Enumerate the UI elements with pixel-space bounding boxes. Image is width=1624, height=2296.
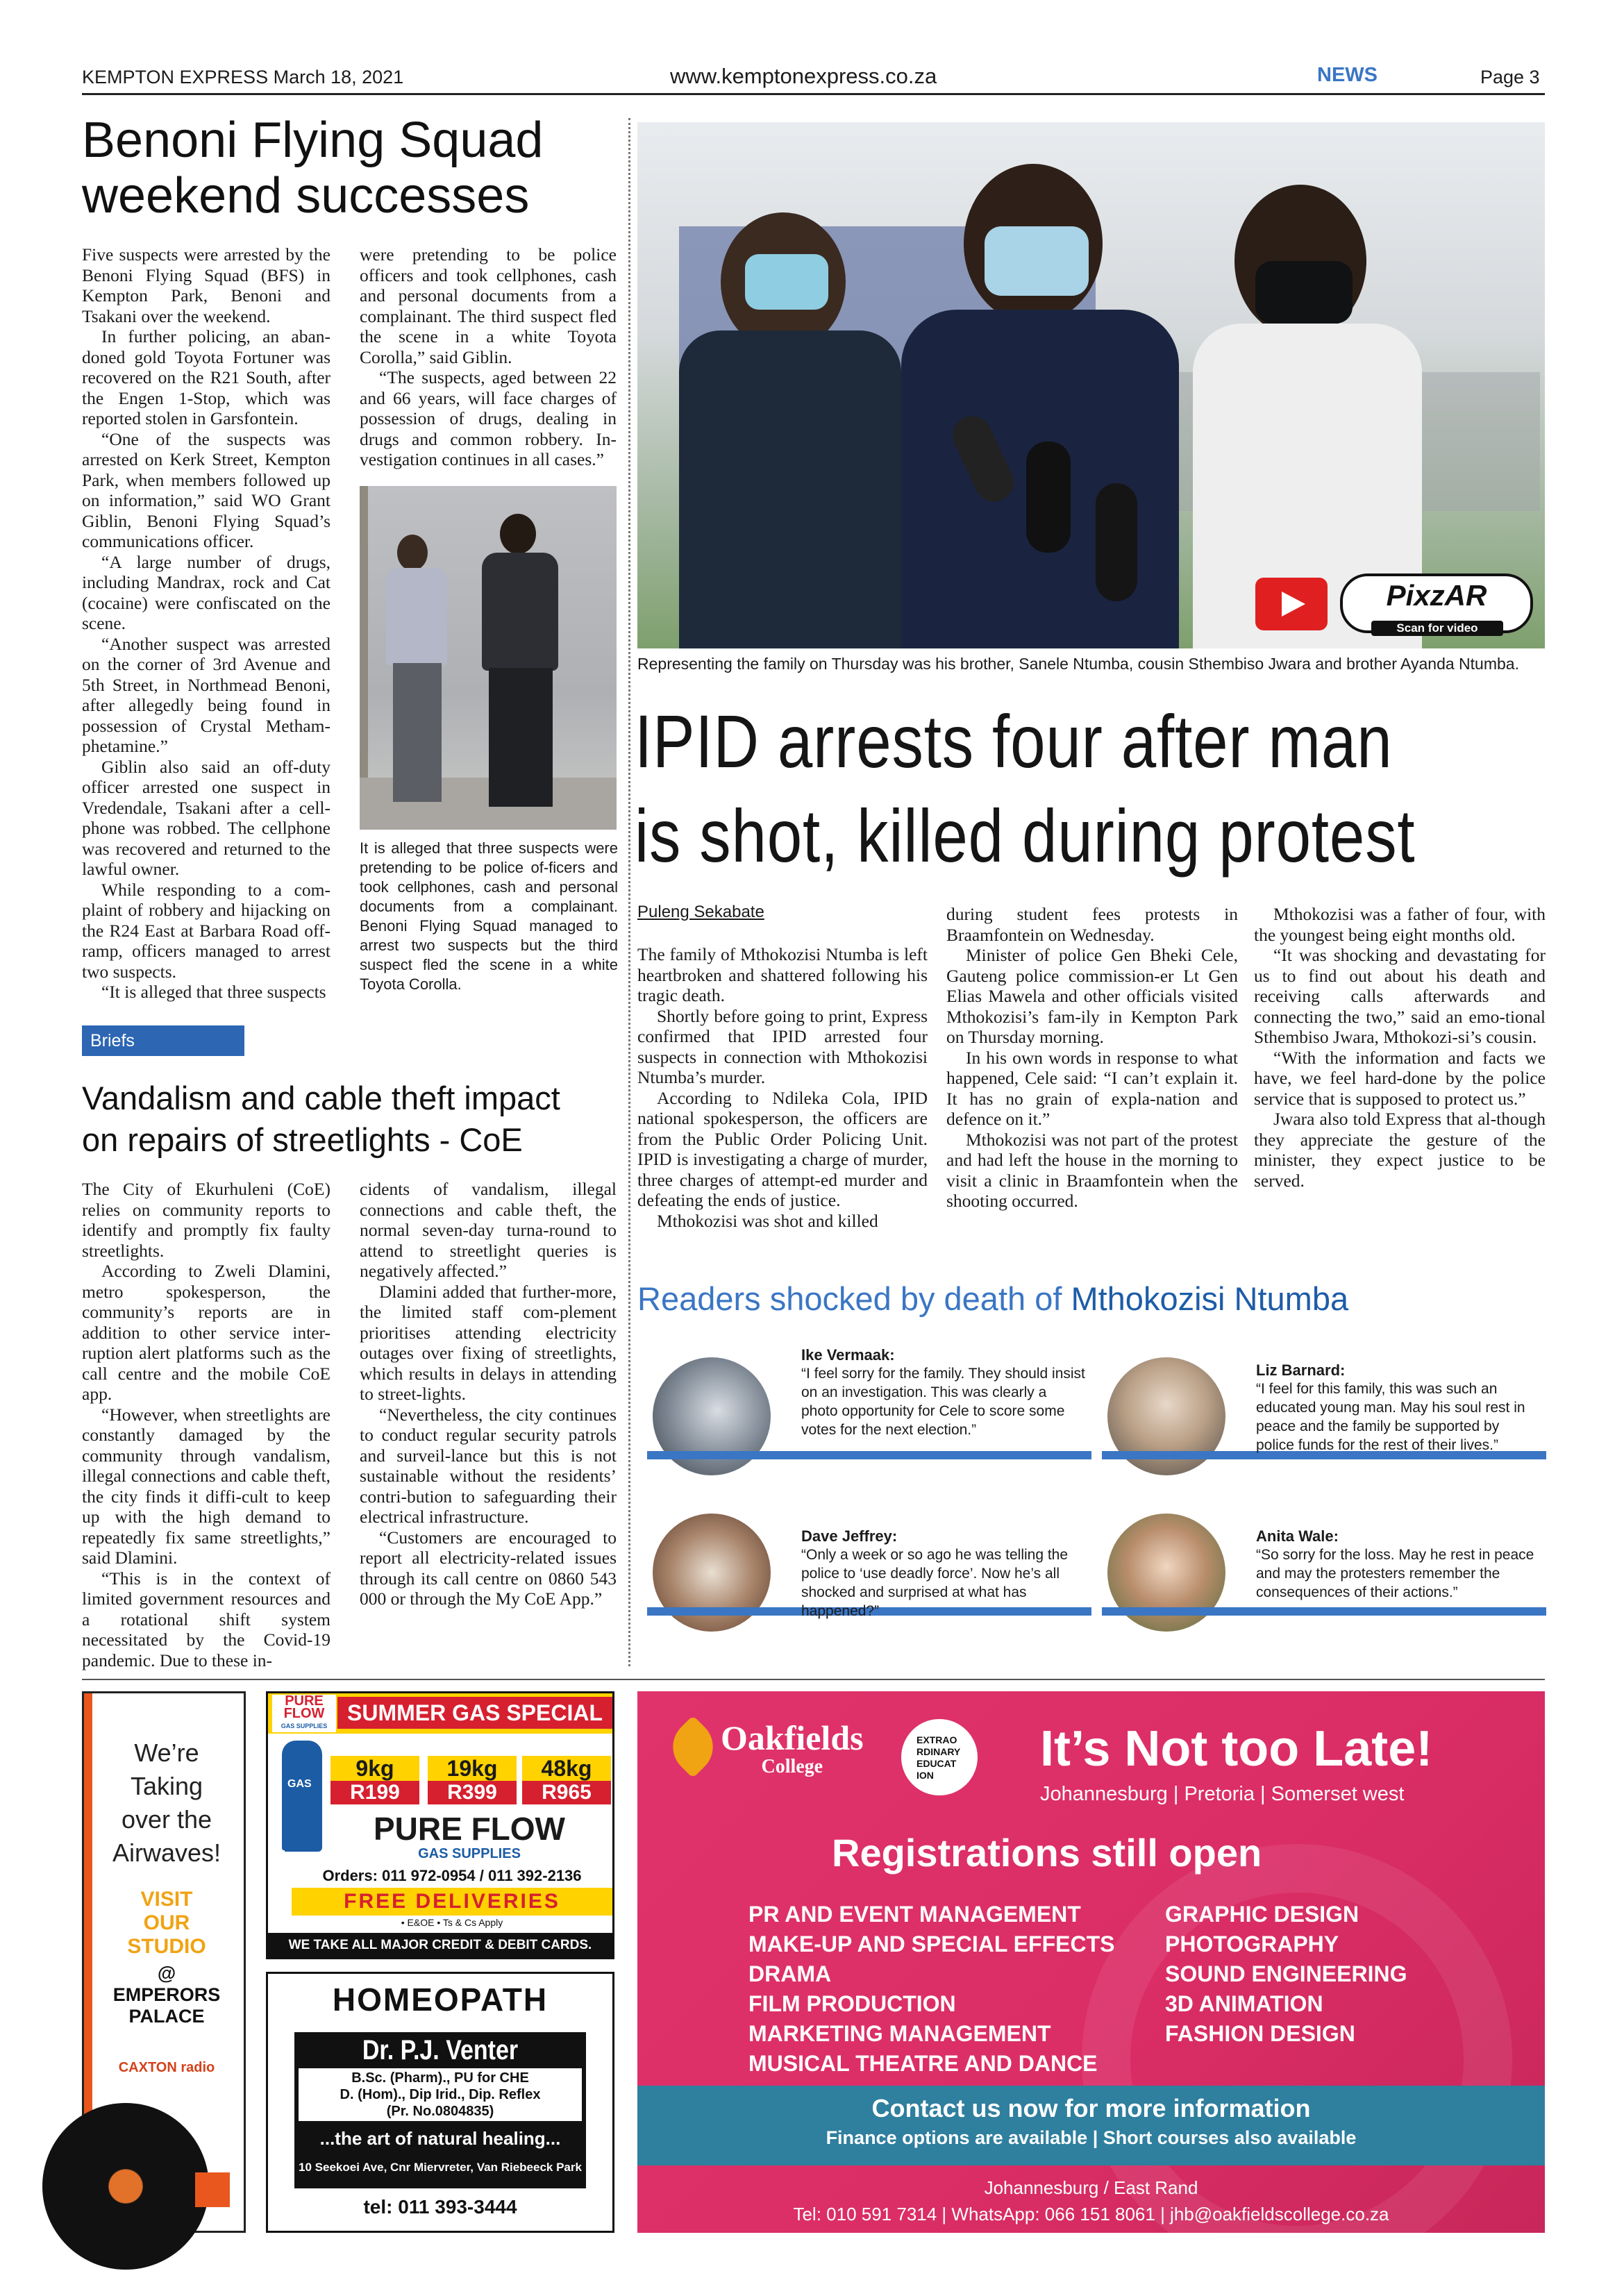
courses-left: PR AND EVENT MANAGEMENT MAKE-UP AND SPECIAL EFFECTS DRAMA FILM PRODUCTION MARKETING MANAGEMENT MUSICAL THEATRE AND DANCE (748, 1902, 1115, 2076)
gas-orders: Orders: 011 972-0954 / 011 392-2136 (322, 1867, 582, 1884)
briefs-column-1: The City of Ekurhuleni (CoE) relies on community reports to identify and promptly fix faulty streetlights. According to Zweli Dlamini, metro spokesperson, the community’s reports are in addition to other service inter-ruption alert platforms such as the call centre and the mobile CoE app. “However, when streetlights are constantly damaged by the community through vandalism, illegal connections and cable theft, the city finds it diffi-cult to keep up with the high demand to repeatedly fix same streetlights,” said Dlamini. “This is in the context of limited government resources and a rotational shift system necessitated by the Covid-19 pandemic. Due to these in- (82, 1179, 330, 1670)
ipid-column-2: during student fees protests in Braamfontein on Wednesday. Minister of police Gen Bheki Cele, Gauteng police commission-er Lt Gen Elias Mawela and other officials visited Mthokozisi’s fam-ily in Kempton Park on Thursday morning. In his own words in response to what happened, Cele said: “I can’t explain it. It has no grain of expla-nation and defence on it.” Mthokozisi was not part of the protest and had left the house in the morning to visit a clinic in Braamfontein when the shooting occurred. (946, 904, 1238, 1211)
oakfields-contact-banner: Contact us now for more information Finance options are available | Short courses also available (637, 2086, 1545, 2165)
benoni-headline: Benoni Flying Squad weekend successes (82, 112, 544, 224)
pure-flow-logo: PURE FLOW GAS SUPPLIES (272, 1695, 336, 1732)
gas-free-deliveries: FREE DELIVERIES (292, 1888, 612, 1916)
pixzar-badge[interactable]: PixzAR (1340, 573, 1533, 633)
column-divider (628, 118, 630, 1666)
play-icon (1282, 592, 1305, 617)
ipid-byline: Puleng Sekabate (637, 903, 764, 921)
gas-cards: WE TAKE ALL MAJOR CREDIT & DEBIT CARDS. (268, 1933, 612, 1957)
oakfields-region: Johannesburg / East Rand (984, 2177, 1198, 2198)
reader-quote-card: Dave Jeffrey: “Only a week or so ago he was telling the police to ‘use deadly force’. Now he’s all shocked and surprised at what has happened?” (647, 1510, 1091, 1649)
readers-heading: Readers shocked by death of Mthokozisi Ntumba (637, 1280, 1349, 1317)
reader-quote-card: Anita Wale: “So sorry for the loss. May he rest in peace and may the protesters remember the consequences of their actions.” (1102, 1510, 1546, 1649)
gas-brand-name: PURE FLOW (374, 1811, 565, 1847)
oakfields-ad[interactable] (637, 1691, 1545, 2233)
vinyl-record-icon (42, 2103, 209, 2270)
oakfields-locations: Johannesburg | Pretoria | Somerset west (1040, 1783, 1405, 1805)
oakfields-details[interactable]: Tel: 010 591 7314 | WhatsApp: 066 151 8061 | jhb@oakfieldscollege.co.za (793, 2204, 1389, 2224)
courses-right: GRAPHIC DESIGN PHOTOGRAPHY SOUND ENGINEERING 3D ANIMATION FASHION DESIGN (1165, 1902, 1407, 2046)
masthead-url[interactable]: www.kemptonexpress.co.za (670, 64, 937, 88)
pixzar-scan-label: Scan for video (1371, 621, 1503, 636)
family-photo-caption: Representing the family on Thursday was his brother, Sanele Ntumba, cousin Sthembiso Jwara and brother Ayanda Ntumba. (637, 655, 1519, 673)
section-label: NEWS (1317, 64, 1378, 86)
gas-cylinder-icon: GAS (282, 1741, 322, 1852)
homeopath-panel: Dr. P.J. Venter B.Sc. (Pharm)., PU for CHE D. (Hom)., Dip Irid., Dip. Reflex (Pr. No.0804835) ...the art of natural healing... 10 Seekoei Ave, Cnr Miervreter, Van Riebeeck Park (294, 2032, 586, 2188)
suspects-caption: It is alleged that three suspects were pretending to be police of-ficers and took cellphones, cash and personal documents from a complainant. Benoni Flying Squad managed to arrest two suspects but the third suspect fled the scene in a white Toyota Corolla. (360, 839, 618, 993)
pixzar-play-button[interactable] (1255, 578, 1328, 630)
benoni-column-2: were pretending to be police officers and took cellphones, cash and personal documents from a complainant. The third suspect fled the scene in a white Toyota Corolla,” said Giblin. “The suspects, aged between 22 and 66 years, will face charges of possession of drugs, dealing in drugs and common robbery. In-vestigation continues in all cases.” (360, 244, 617, 469)
radio-ad[interactable] (82, 1691, 246, 2233)
gas-terms: • E&OE • Ts & Cs Apply (401, 1917, 503, 1928)
extraordinary-badge: EXTRAO RDINARY EDUCAT ION (901, 1719, 978, 1795)
homeopath-ad[interactable] (266, 1972, 614, 2233)
oakfields-title: It’s Not too Late! (1040, 1721, 1433, 1777)
radio-ad-venue: @ EMPERORS PALACE (112, 1963, 221, 2027)
oak-leaf-icon (662, 1716, 725, 1779)
briefs-tag: Briefs (82, 1025, 244, 1056)
suspects-photo (360, 486, 617, 830)
reader-quote-card: Ike Vermaak: “I feel sorry for the family. They should insist on an investigation. This was clearly a photo opportunity for Cele to score some votes for the next election.” (647, 1354, 1091, 1493)
gas-ad-title: SUMMER GAS SPECIAL (337, 1697, 612, 1729)
gas-price-9kg: 9kg R199 (330, 1756, 419, 1804)
ipid-column-3: Mthokozisi was a father of four, with the youngest being eight months old. “It was shocking and devastating for us to find out about his death and receiving calls afterwards and connecting the two,” said an emo-tional Sthembiso Jwara, Mthokozi-si’s cousin. “With the information and facts we have, we feel hard-done by the police service that is supposed to protect us.” Jwara also told Express that al-though they appreciate the gesture of the minister, they expect justice to be served. (1254, 904, 1546, 1191)
gas-price-19kg: 19kg R399 (428, 1756, 517, 1804)
briefs-column-2: cidents of vandalism, illegal connections and cable theft, the normal seven-day turna-round to attend to streetlight queries is negatively affected.” Dlamini added that further-more, the limited staff com-plement prioritises attending electricity outages over fixing of streetlights, which results in delays in attending to street-lights. “Nevertheless, the city continues to conduct regular security patrols and surveil-lance but this is not sustainable without the residents’ contri-bution to safeguarding their electrical infrastructure. “Customers are encouraged to report all electricity-related issues through its call centre on 0860 543 000 or through the My CoE App.” (360, 1179, 617, 1609)
ipid-headline: IPID arrests four after man is shot, killed during protest (635, 699, 1416, 878)
reader-quote-card: Liz Barnard: “I feel for this family, this was such an educated young man. May his soul rest in peace and the family be supported by police funds for the rest of their lives.” (1102, 1354, 1546, 1493)
header-rule (82, 93, 1545, 95)
gas-ad[interactable] (266, 1691, 614, 1959)
masthead-left: KEMPTON EXPRESS March 18, 2021 (82, 67, 404, 87)
page-number: Page 3 (1480, 67, 1540, 87)
homeopath-tel: tel: 011 393-3444 (363, 2196, 517, 2218)
caxton-radio-logo: CAXTON radio (118, 2060, 215, 2075)
oakfields-registrations: Registrations still open (832, 1831, 1262, 1875)
ipid-column-1: The family of Mthokozisi Ntumba is left heartbroken and shattered following his tragic death. Shortly before going to print, Express confirmed that IPID arrested four suspects in connection with Mthokozisi Ntumba’s murder. According to Ndileka Cola, IPID national spokesperson, the officers are from the Public Order Policing Unit. IPID is investigating a charge of murder, three charges of attempt-ed murder and defeating the ends of justice. Mthokozisi was shot and killed (637, 944, 928, 1231)
benoni-column-1: Five suspects were arrested by the Benoni Flying Squad (BFS) in Kempton Park, Benoni and Tsakani over the weekend. In further policing, an aban-doned gold Toyota Fortuner was recovered on the R21 South, after the Engen 1-Stop, which was reported stolen in Garsfontein. “One of the suspects was arrested on Kerk Street, Kempton Park, when members followed up on information,” said WO Grant Giblin, Benoni Flying Squad’s communications officer. “A large number of drugs, including Mandrax, rock and Cat (cocaine) were confiscated on the scene. “Another suspect was arrested on the corner of 3rd Avenue and 5th Street, in Northmead Benoni, after allegedly being found in possession of Crystal Metham-phetamine.” Giblin also said an off-duty officer arrested one suspect in Vredendale, Tsakani after a cell-phone was robbed. The cellphone was recovered and returned to the lawful owner. While responding to a com-plaint of robbery and hijacking on the R24 East at Barbara Road off-ramp, officers managed to arrest two suspects. “It is alleged that three suspects (82, 244, 330, 1002)
family-photo (637, 122, 1545, 648)
homeopath-title: HOMEOPATH (332, 1981, 549, 2018)
briefs-headline: Vandalism and cable theft impact on repairs of streetlights - CoE (82, 1080, 560, 1158)
gas-price-48kg: 48kg R965 (522, 1756, 611, 1804)
radio-ad-slogan: We’re Taking over the Airwaves! (112, 1738, 221, 1867)
radio-ad-visit: VISIT OUR STUDIO (127, 1888, 206, 1958)
gas-brand-sub: GAS SUPPLIES (418, 1846, 521, 1861)
ads-divider (82, 1679, 1545, 1680)
oakfields-logo: Oakfields College (721, 1718, 864, 1777)
